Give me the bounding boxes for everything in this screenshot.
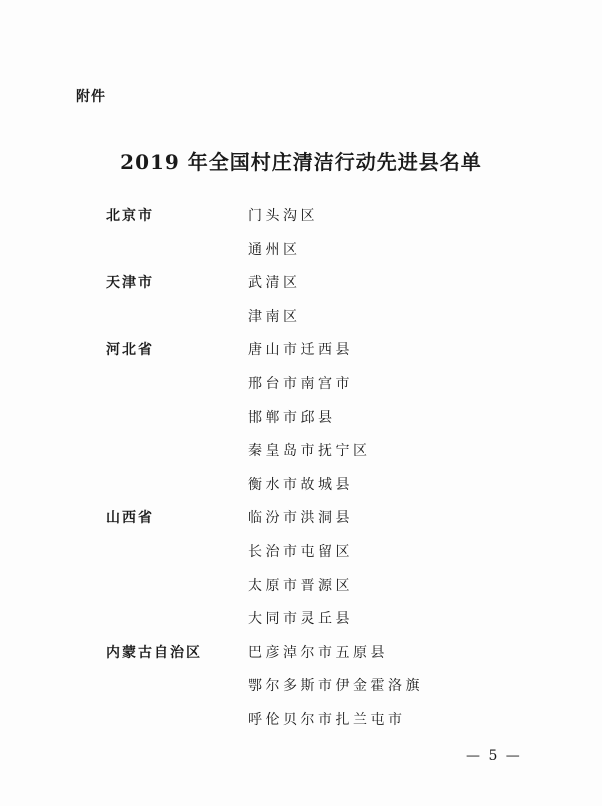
list-row bbox=[0, 440, 602, 474]
county-name: 津南区 bbox=[248, 308, 301, 325]
list-row bbox=[0, 373, 602, 407]
list-row bbox=[0, 608, 602, 642]
list-row bbox=[0, 205, 602, 239]
page-number: — 5 — bbox=[466, 748, 522, 764]
county-name: 长治市屯留区 bbox=[248, 543, 353, 560]
county-name: 邯郸市邱县 bbox=[248, 409, 336, 426]
county-name: 呼伦贝尔市扎兰屯市 bbox=[248, 711, 406, 728]
county-name: 太原市晋源区 bbox=[248, 577, 353, 594]
attachment-label: 附件 bbox=[76, 89, 106, 105]
list-row bbox=[0, 272, 602, 306]
document-title: 2019 年全国村庄清洁行动先进县名单 bbox=[120, 150, 482, 174]
county-name: 鄂尔多斯市伊金霍洛旗 bbox=[248, 678, 423, 695]
province-name: 天津市 bbox=[106, 275, 154, 292]
list-row bbox=[0, 675, 602, 709]
list-row bbox=[0, 407, 602, 441]
list-row bbox=[0, 339, 602, 373]
province-name: 北京市 bbox=[106, 208, 154, 224]
county-name: 邢台市南宫市 bbox=[248, 375, 353, 392]
county-name: 衡水市故城县 bbox=[248, 476, 353, 493]
province-name: 内蒙古自治区 bbox=[106, 644, 202, 661]
province-name: 山西省 bbox=[106, 510, 154, 527]
county-name: 临汾市洪洞县 bbox=[248, 510, 353, 527]
county-name: 通州区 bbox=[248, 241, 301, 258]
list-row bbox=[0, 507, 602, 541]
county-name: 武清区 bbox=[248, 275, 301, 292]
county-name: 门头沟区 bbox=[248, 208, 318, 224]
list-row bbox=[0, 306, 602, 340]
list-row bbox=[0, 239, 602, 273]
county-name: 唐山市迁西县 bbox=[248, 342, 353, 359]
province-name: 河北省 bbox=[106, 342, 154, 359]
county-name: 大同市灵丘县 bbox=[248, 611, 353, 628]
county-name: 巴彦淖尔市五原县 bbox=[248, 644, 388, 661]
list-row bbox=[0, 575, 602, 609]
county-list bbox=[0, 205, 602, 743]
county-name: 秦皇岛市抚宁区 bbox=[248, 443, 371, 460]
list-row bbox=[0, 709, 602, 743]
list-row bbox=[0, 474, 602, 508]
list-row bbox=[0, 642, 602, 676]
list-row bbox=[0, 541, 602, 575]
